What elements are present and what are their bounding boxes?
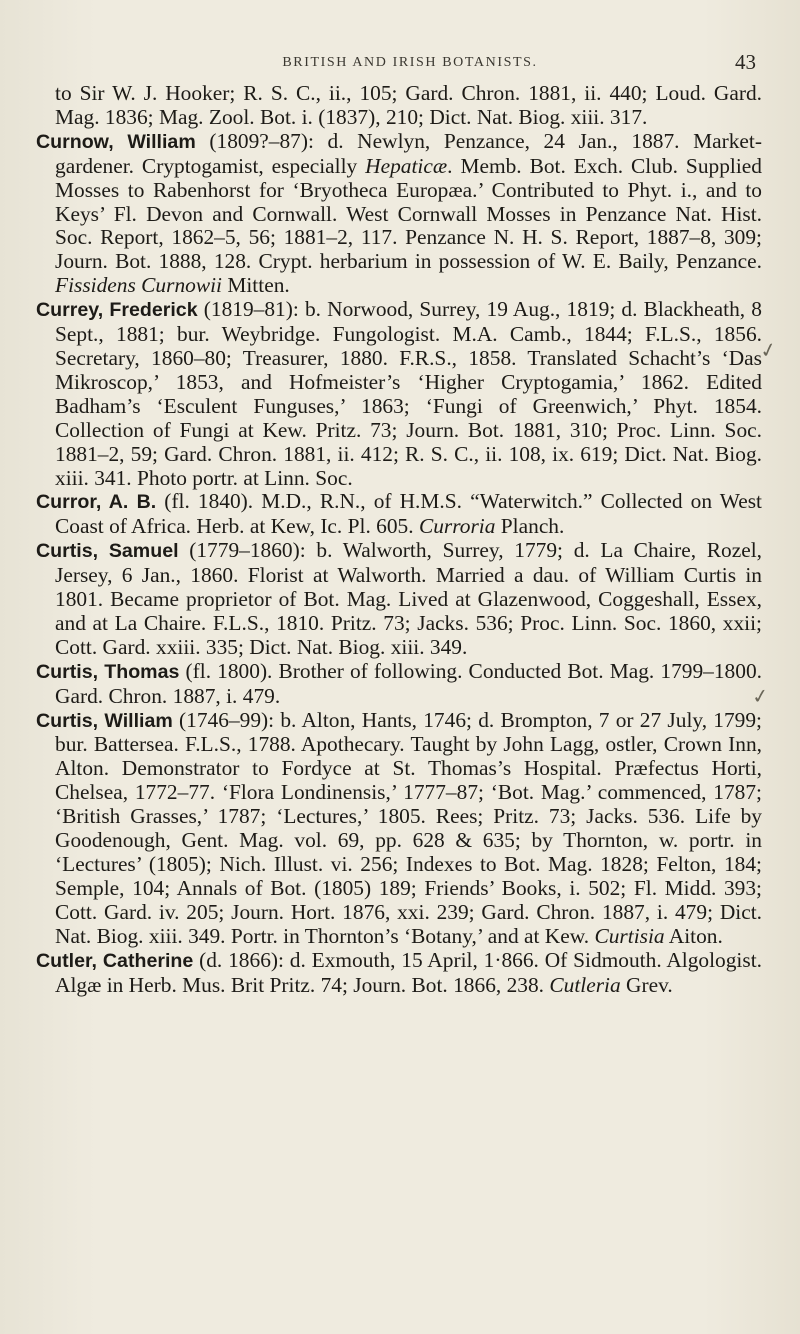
entry-name: Curtis, William bbox=[36, 709, 173, 732]
margin-check-mark-1: ✓ bbox=[757, 336, 780, 364]
entry-currey-frederick bbox=[36, 298, 762, 490]
entry-name: Curtis, Samuel bbox=[36, 540, 179, 563]
entry-name: Curtis, Thomas bbox=[36, 660, 180, 683]
entry-text: Grev. bbox=[620, 972, 673, 997]
entry-text: Planch. bbox=[495, 514, 565, 539]
entry-curror-a-b bbox=[36, 490, 762, 539]
page-number: 43 bbox=[735, 50, 756, 74]
continued-entry bbox=[36, 82, 762, 130]
entry-cutler-catherine bbox=[36, 949, 762, 998]
entry-italic-taxon: Hepaticæ bbox=[365, 153, 448, 178]
entry-curnow-william bbox=[36, 130, 762, 298]
entry-curtis-william bbox=[36, 709, 762, 949]
entry-text: (d. 1866): d. Exmouth, 15 April, 1·866. Of Sidmouth. Algologist. Algæ in Herb. Mus. Brit Pritz. 74; Journ. Bot. 1866, 238. bbox=[55, 947, 762, 997]
entry-text: Mitten. bbox=[222, 273, 290, 298]
entry-curtis-samuel bbox=[36, 539, 762, 660]
entry-italic-taxon: Fissidens Curnowii bbox=[55, 273, 222, 298]
entry-text: (fl. 1840). M.D., R.N., of H.M.S. “Waterwitch.” Collected on West Coast of Africa. Herb. at Kew, Ic. Pl. 605. bbox=[55, 489, 762, 539]
entry-italic-taxon: Curtisia bbox=[594, 923, 665, 948]
entry-name: Cutler, Catherine bbox=[36, 949, 194, 972]
entry-text: Aiton. bbox=[664, 923, 723, 948]
entry-name: Currey, Frederick bbox=[36, 299, 198, 322]
entry-text: (fl. 1800). Brother of following. Conducted Bot. Mag. 1799–1800. Gard. Chron. 1887, i. 479. bbox=[55, 658, 762, 708]
entry-text: (1779–1860): b. Walworth, Surrey, 1779; d. La Chaire, Rozel, Jersey, 6 Jan., 1860. Florist at Walworth. Married a dau. of William Curtis in 1801. Became proprietor of Bot. Mag. Lived at Glazenwood, Coggeshall, Essex, and at La Chaire. F.L.S., 1810. Pritz. 73; Jacks. 536; Proc. Linn. Soc. 1860, xxii; Cott. Gard. xxiii. 335; Dict. Nat. Biog. xiii. 349. bbox=[55, 538, 762, 659]
entry-italic-taxon: Curroria bbox=[418, 514, 496, 539]
entry-text: (1809?–87): d. Newlyn, Penzance, 24 Jan., 1887. Market-gardener. Cryptogamist, especially bbox=[55, 128, 762, 178]
dictionary-entries bbox=[36, 82, 762, 997]
entry-text: (1819–81): b. Norwood, Surrey, 19 Aug., 1819; d. Blackheath, 8 Sept., 1881; bur. Weybridge. Fungologist. M.A. Camb., 1844; F.L.S., 1856. Secretary, 1860–80; Treasurer, 1880. F.R.S., 1858. Translated Schacht’s ‘Das Mikroscop,’ 1853, and Hofmeister’s ‘Higher Cryptogamia,’ 1862. Edited Badham’s ‘Esculent Funguses,’ 1863; ‘Fungi of Greenwich,’ Phyt. 1854. Collection of Fungi at Kew. Pritz. 73; Journ. Bot. 1881, 310; Proc. Linn. Soc. 1881–2, 59; Gard. Chron. 1881, ii. 412; R. S. C., ii. 108, ix. 619; Dict. Nat. Biog. xiii. 341. Photo portr. at Linn. Soc. bbox=[55, 297, 762, 490]
entry-italic-taxon: Cutleria bbox=[549, 972, 621, 997]
running-head: BRITISH AND IRISH BOTANISTS. bbox=[282, 55, 538, 70]
entry-name: Curnow, William bbox=[36, 130, 196, 153]
entry-curtis-thomas bbox=[36, 660, 762, 709]
entry-text: (1746–99): b. Alton, Hants, 1746; d. Brompton, 7 or 27 July, 1799; bur. Battersea. F.L.S., 1788. Apothecary. Taught by John Lagg, ostler, Crown Inn, Alton. Demonstrator to Fordyce at St. Thomas’s Hospital. Præfectus Horti, Chelsea, 1772–77. ‘Flora Londinensis,’ 1777–87; ‘Bot. Mag.’ commenced, 1787; ‘British Grasses,’ 1787; ‘Lectures,’ 1805. Rees; Pritz. 73; Jacks. 536. Life by Goodenough, Gent. Mag. vol. 69, pp. 628 & 635; by Thornton, w. portr. in ‘Lectures’ (1805); Nich. Illust. vi. 256; Indexes to Bot. Mag. 1828; Felton, 184; Semple, 104; Annals of Bot. (1805) 189; Friends’ Books, i. 502; Fl. Midd. 393; Cott. Gard. iv. 205; Journ. Hort. 1876, xxi. 239; Gard. Chron. 1887, i. 479; Dict. Nat. Biog. xiii. 349. Portr. in Thornton’s ‘Botany,’ and at Kew. bbox=[55, 707, 762, 948]
continued-entry-text: to Sir W. J. Hooker; R. S. C., ii., 105; Gard. Chron. 1881, ii. 440; Loud. Gard. Mag. 1836; Mag. Zool. Bot. i. (1837), 210; Dict. Nat. Biog. xiii. 317. bbox=[55, 81, 762, 129]
margin-check-mark-2: ✓ bbox=[750, 682, 771, 710]
entry-text: . Memb. Bot. Exch. Club. Supplied Mosses to Rabenhorst for ‘Bryotheca Europæa.’ Contributed to Phyt. i., and to Keys’ Fl. Devon and Cornwall. West Cornwall Mosses in Penzance Nat. Hist. Soc. Report, 1862–5, 56; 1881–2, 117. Penzance N. H. S. Report, 1887–8, 309; Journ. Bot. 1888, 128. Crypt. herbarium in possession of W. E. Baily, Penzance. bbox=[55, 153, 762, 274]
entry-name: Curror, A. B. bbox=[36, 491, 157, 514]
